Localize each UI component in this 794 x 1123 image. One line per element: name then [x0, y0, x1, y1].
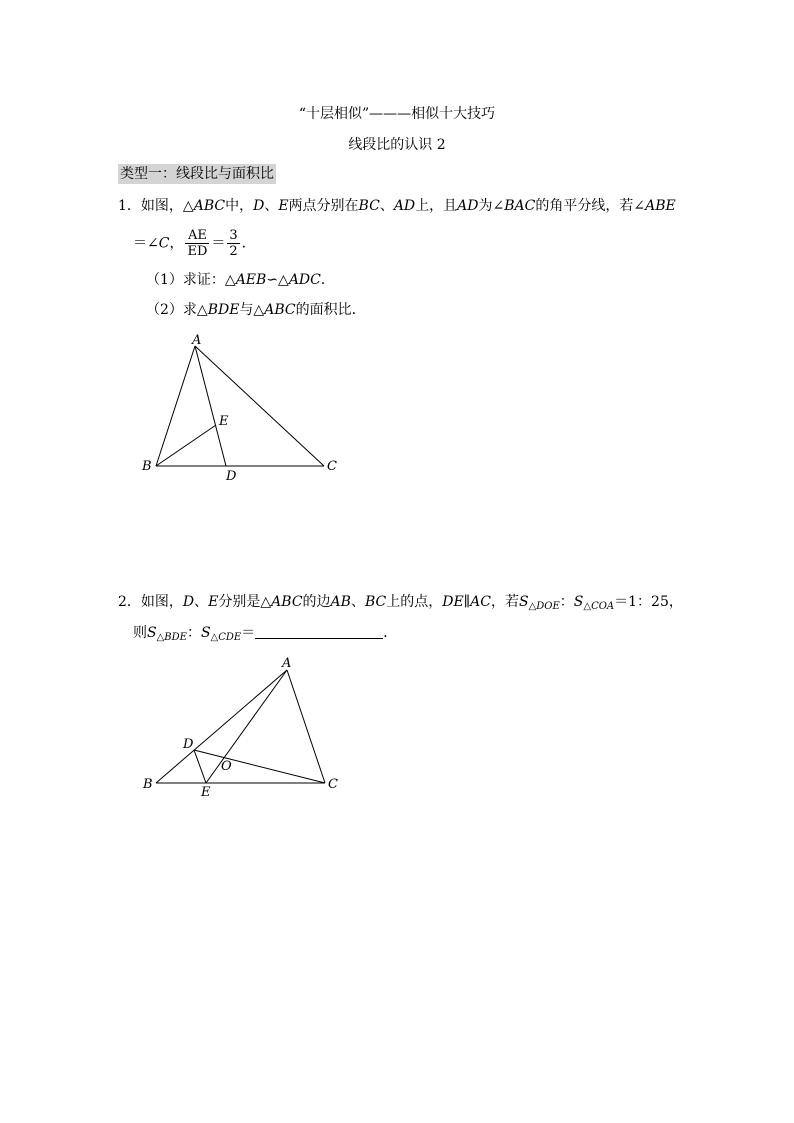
label-d: D [226, 469, 237, 484]
label-a-2: A [282, 656, 292, 671]
fraction-ae-ed: $\frac{AE}{ED}$ [187, 228, 208, 259]
answer-blank[interactable] [255, 624, 383, 639]
problem1-line1: 1．如图，△ABC中，D、E两点分别在BC、AD上，且AD为∠BAC的角平分线，若∠ABE [118, 198, 676, 214]
label-d-2: D [183, 737, 194, 752]
fraction-3-2: $\frac{3}{2}$ [229, 228, 238, 259]
problem1-question1: （1）求证：△AEB∽△ADC． [146, 272, 335, 288]
segment-ab [156, 346, 195, 466]
segment-ad [195, 346, 226, 466]
segment-ac [195, 346, 324, 466]
label-e: E [219, 414, 229, 429]
problem2-line1: 2．如图，D、E分别是△ABC的边AB、BC上的点，DE∥AC，若$S_{\triangle DOE}$：$S_{\triangle COA}=1$：25， [118, 594, 683, 612]
label-o: O [221, 759, 232, 774]
segment-be [156, 425, 216, 466]
label-a: A [192, 333, 202, 348]
label-e-2: E [201, 785, 211, 800]
problem2-line2: 则$S_{\triangle BDE}$：$S_{\triangle CDE}=$ ． [133, 625, 398, 643]
page-title: “十层相似”———相似十大技巧 [298, 106, 496, 122]
problem1-line2: ＝∠C， $\frac{AE}{ED}$ ＝ $\frac{3}{2}$ ． [133, 228, 256, 259]
problem1-question2: （2）求△BDE与△ABC的面积比． [146, 302, 366, 318]
page-subtitle: 线段比的认识 2 [348, 137, 446, 153]
label-b-2: B [143, 777, 153, 792]
label-c-2: C [328, 777, 338, 792]
label-b: B [142, 459, 152, 474]
section-heading: 类型一：线段比与面积比 [120, 166, 274, 182]
label-c: C [327, 459, 337, 474]
